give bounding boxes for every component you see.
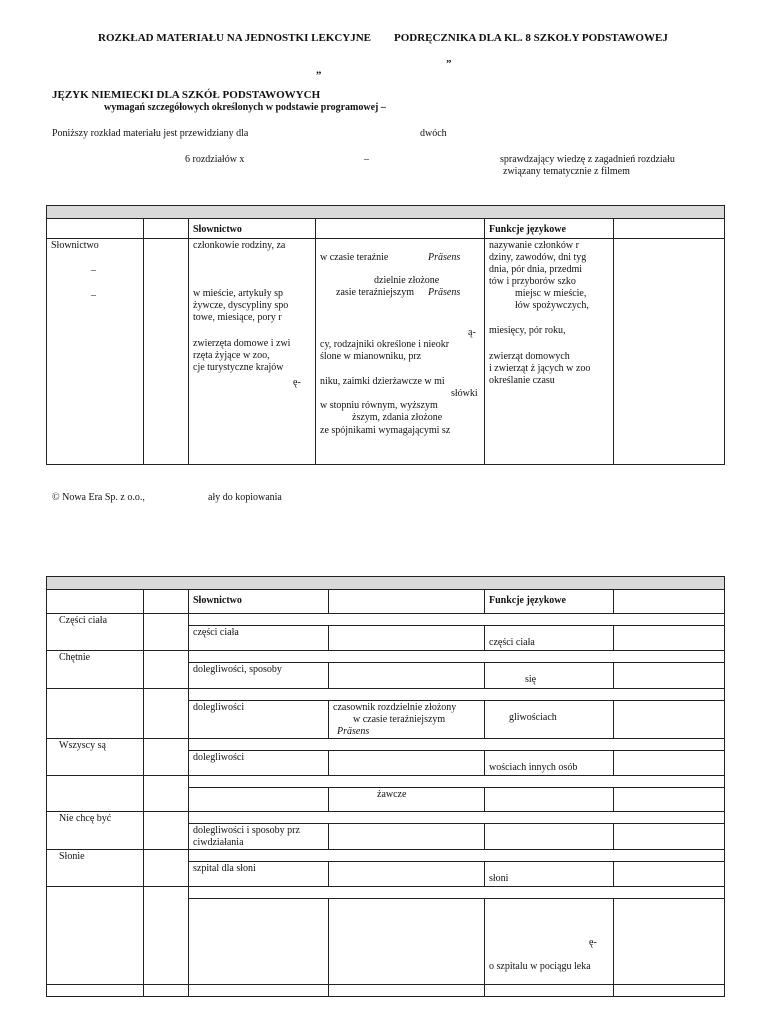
cell-text: ciwdziałania <box>193 837 244 848</box>
col-header-functions: Funkcje językowe <box>485 590 614 614</box>
cell-text: dolegliwości i sposoby prz <box>193 825 300 836</box>
film-text: związany tematycznie z filmem <box>503 166 630 177</box>
copyright: © Nowa Era Sp. z o.o., <box>52 492 145 503</box>
cell-text: o szpitalu w pociągu leka <box>489 961 591 972</box>
col-header-vocabulary: Słownictwo <box>189 590 329 614</box>
cell-text: towe, miesiące, pory r <box>193 312 282 323</box>
lesson-label: Wszyscy są <box>59 740 106 751</box>
cell-text: ę- <box>293 377 301 388</box>
col-header-functions: Funkcje językowe <box>485 219 614 239</box>
table-cell: się <box>485 663 614 689</box>
table-cell: szpital dla słoni <box>189 862 329 887</box>
cell-text: Präsens <box>337 726 370 737</box>
cell-text: ze spójnikami wymagającymi sz <box>320 425 451 436</box>
cell-text: żywcze, dyscypliny spo <box>193 300 289 311</box>
copy-note: ały do kopiowania <box>208 492 282 503</box>
table-cell: dolegliwości <box>189 701 329 739</box>
cell-text: miejsc w mieście, <box>515 288 587 299</box>
cell-text: ę- <box>589 937 597 948</box>
doc-title-left: ROZKŁAD MATERIAŁU NA JEDNOSTKI LEKCYJNE <box>98 32 372 44</box>
cell-text: niku, zaimki dzierżawcze w mi <box>320 376 445 387</box>
cell-text: dnia, pór dnia, przedmi <box>489 264 583 275</box>
table-cell <box>485 239 614 465</box>
lesson-table-1 <box>46 205 725 465</box>
cell-text: w czasie teraźniejszym <box>353 714 446 725</box>
cell-text: dzielnie złożone <box>374 275 440 286</box>
table-cell: dolegliwości, sposoby <box>189 663 329 689</box>
table-cell: żawcze <box>329 788 485 812</box>
cell-text: czasownik rozdzielnie złożony <box>333 702 457 713</box>
lesson-table-2 <box>46 576 725 997</box>
cell-text: tów i przyborów szko <box>489 276 576 287</box>
quote-open: „ <box>316 64 322 76</box>
cell-text: Słownictwo <box>51 240 99 251</box>
intro-text: Poniższy rozkład materiału jest przewidziany dla <box>52 128 249 139</box>
cell-text: – <box>91 265 96 276</box>
cell-text: ą- <box>468 327 476 338</box>
cell-text: nazywanie członków r <box>489 240 579 251</box>
test-text: sprawdzający wiedzę z zagadnień rozdziału <box>500 154 675 165</box>
table-2-header-bar <box>47 577 725 590</box>
cell-text: określanie czasu <box>489 375 555 386</box>
cell-text: ślone w mianowniku, prz <box>320 351 422 362</box>
cell-text: cy, rodzajniki określone i nieokr <box>320 339 450 350</box>
table-cell: dolegliwości <box>189 751 329 776</box>
intro-text-right: dwóch <box>420 128 447 139</box>
subject-title: JĘZYK NIEMIECKI DLA SZKÓŁ PODSTAWOWYCH <box>52 89 321 101</box>
table-cell: części ciała <box>485 626 614 651</box>
table-cell: wościach innych osób <box>485 751 614 776</box>
table-1-header-bar <box>47 206 725 219</box>
lesson-label-cell <box>47 850 144 887</box>
col-header-vocabulary: Słownictwo <box>189 219 316 239</box>
table-cell <box>316 239 485 465</box>
cell-text: słówki <box>451 388 478 399</box>
cell-text: łów spożywczych, <box>515 300 589 311</box>
lesson-label-cell <box>47 812 144 850</box>
cell-text: Präsens <box>428 287 461 298</box>
subtitle: wymagań szczegółowych określonych w podstawie programowej – <box>104 102 386 113</box>
cell-text: w mieście, artykuły sp <box>193 288 283 299</box>
cell-text: zwierząt domowych <box>489 351 570 362</box>
cell-text: zwierzęta domowe i zwi <box>193 338 291 349</box>
table-cell: gliwościach <box>485 701 614 739</box>
table-cell <box>47 239 144 465</box>
cell-text: dziny, zawodów, dni tyg <box>489 252 587 263</box>
table-cell <box>485 899 614 985</box>
quote-close: ” <box>446 58 452 70</box>
doc-title-right: PODRĘCZNIKA DLA KL. 8 SZKOŁY PODSTAWOWEJ <box>394 32 668 44</box>
cell-text: członkowie rodziny, za <box>193 240 286 251</box>
cell-text: Präsens <box>428 252 461 263</box>
cell-text: i zwierząt ż jących w zoo <box>489 363 591 374</box>
lesson-label: Nie chcę być <box>59 813 112 824</box>
lesson-label-cell <box>47 651 144 689</box>
lesson-label: Słonie <box>59 851 85 862</box>
cell-text: – <box>91 290 96 301</box>
chapters-dash: – <box>364 154 369 165</box>
cell-text: ższym, zdania złożone <box>352 412 443 423</box>
lesson-label-cell <box>47 614 144 651</box>
cell-text: zasie teraźniejszym <box>336 287 415 298</box>
cell-text: rzęta żyjące w zoo, <box>193 350 270 361</box>
lesson-label: Chętnie <box>59 652 91 663</box>
table-cell: słoni <box>485 862 614 887</box>
cell-text: cje turystyczne krajów <box>193 362 284 373</box>
table-cell <box>189 824 329 850</box>
table-cell <box>189 239 316 465</box>
cell-text: w stopniu równym, wyższym <box>320 400 438 411</box>
lesson-label-cell <box>47 739 144 776</box>
table-cell: części ciała <box>189 626 329 651</box>
cell-text: miesięcy, pór roku, <box>489 325 566 336</box>
table-cell <box>329 701 485 739</box>
chapters-text: 6 rozdziałów x <box>185 154 245 165</box>
cell-text: w czasie teraźnie <box>320 252 389 263</box>
lesson-label: Części ciała <box>59 615 108 626</box>
